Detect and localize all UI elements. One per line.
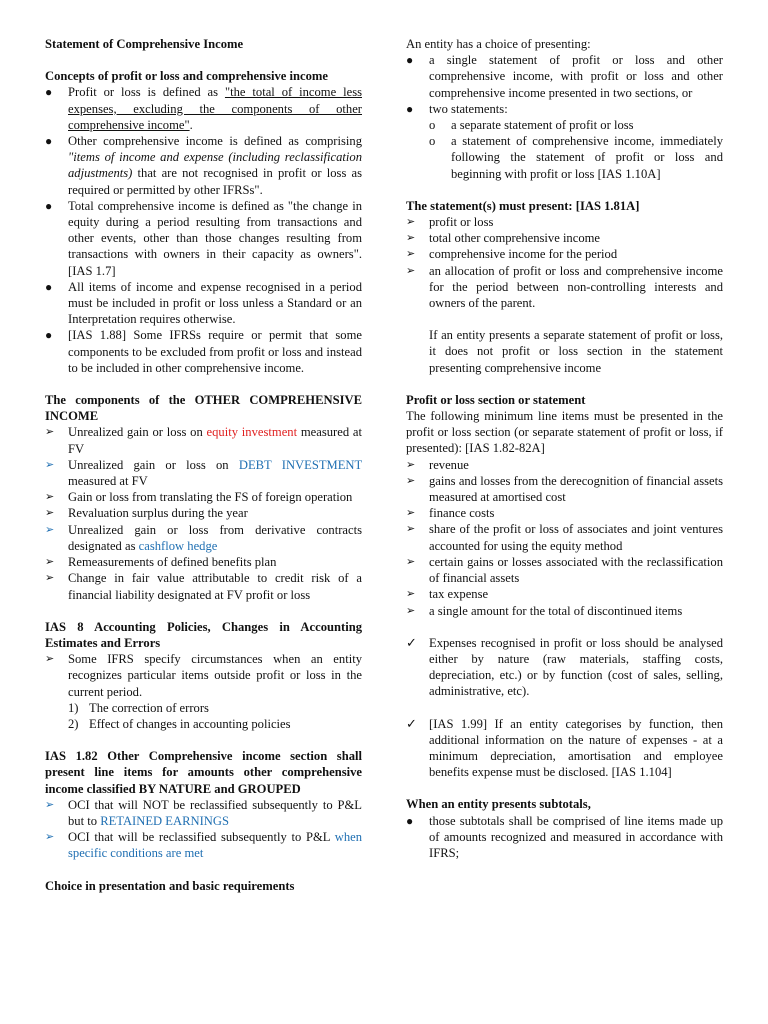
concepts-list (45, 84, 362, 376)
circle-bullet-icon: o (429, 118, 436, 133)
arrow-icon: ➢ (45, 556, 55, 569)
left-column (45, 36, 362, 894)
bullet-icon: ● (45, 328, 53, 343)
check-icon: ✓ (406, 634, 417, 650)
subtotals-list (406, 813, 723, 862)
oci-heading: The components of the OTHER COMPREHENSIVE INCOME (45, 393, 362, 424)
list-item: ➢ a single amount for the total of discontinued items (406, 603, 683, 618)
must-note: If an entity presents a separate statement of profit or loss, it does not profit or loss section in the statement presenting comprehensive income (429, 328, 723, 375)
ias8-numbered-list (45, 700, 362, 732)
arrow-icon: ➢ (45, 491, 55, 504)
right-column (406, 36, 723, 861)
list-item: ✓ [IAS 1.99] If an entity categorises by function, then additional information on the nature of expenses - at a minimum depreciation, amortisation and employee benefits expense must be disclosed. [IAS 1.104] (406, 715, 723, 780)
list-item: ➢ finance costs (406, 506, 495, 521)
choice-intro: An entity has a choice of presenting: (406, 37, 591, 51)
list-item: 2) Effect of changes in accounting policies (68, 716, 291, 731)
arrow-icon: ➢ (45, 507, 55, 520)
arrow-icon: ➢ (406, 604, 416, 617)
list-item: ➢ gains and losses from the derecognition of financial assets measured at amortised cost (406, 473, 723, 505)
choice-list (406, 52, 723, 117)
list-item: o a separate statement of profit or loss (429, 118, 634, 133)
list-item: ● a single statement of profit or loss and other comprehensive income, with profit or loss and other comprehensive income presented in two sections, or (406, 53, 723, 100)
ias182-heading: IAS 1.82 Other Comprehensive income section shall present line items for amounts other comprehensive income classified BY NATURE and GROUPED (45, 749, 362, 796)
list-item: ✓ Expenses recognised in profit or loss should be analysed either by nature (raw materials, staffing costs, depreciation, etc.) or by function (cost of sales, selling, administrative, etc). (406, 634, 723, 699)
list-item: ● those subtotals shall be comprised of line items made up of amounts recognized and measured in accordance with IFRS; (406, 813, 723, 860)
choice-heading: Choice in presentation and basic requirements (45, 878, 295, 893)
list-item: ➢ Change in fair value attributable to credit risk of a financial liability designated at FV profit or loss (45, 571, 362, 602)
list-item: ➢ OCI that will be reclassified subsequently to P&L when specific conditions are met (45, 830, 362, 861)
subtotals-heading: When an entity presents subtotals, (406, 797, 591, 812)
bullet-icon: ● (45, 279, 53, 294)
list-item: o a statement of comprehensive income, immediately following the statement of profit or loss and beginning with profit or loss [IAS 1.10A] (429, 134, 723, 181)
arrow-icon: ➢ (45, 653, 55, 666)
arrow-icon: ➢ (406, 555, 416, 568)
check-icon: ✓ (406, 715, 417, 731)
list-item: ➢ OCI that will NOT be reclassified subsequently to P&L but to RETAINED EARNINGS (45, 797, 362, 828)
list-item: ● All items of income and expense recognised in a period must be included in profit or loss unless a Standard or an Interpretation requires otherwise. (45, 279, 362, 327)
list-item: ➢ revenue (406, 457, 469, 472)
ias8-list (45, 651, 362, 700)
pl-heading: Profit or loss section or statement (406, 392, 586, 407)
ias8-heading: IAS 8 Accounting Policies, Changes in Accounting Estimates and Errors (45, 619, 362, 650)
list-item: ➢ certain gains or losses associated with the reclassification of financial assets (406, 554, 723, 586)
must-heading: The statement(s) must present: [IAS 1.81A] (406, 198, 640, 213)
arrow-icon: ➢ (45, 798, 55, 811)
list-item: ➢ Unrealized gain or loss from derivative contracts designated as cashflow hedge (45, 522, 362, 553)
arrow-icon: ➢ (406, 588, 416, 601)
list-item: ● Other comprehensive income is defined as comprising "items of income and expense (including reclassification adjustments) that are not recognised in profit or loss as required or permitted by other IFRSs". (45, 134, 362, 197)
list-item: ● Total comprehensive income is defined as "the change in equity during a period resulting from transactions and other events, other than those changes resulting from transactions with owners in their capacity as owners". [IAS 1.7] (45, 198, 362, 278)
page-title: Statement of Comprehensive Income (45, 37, 244, 51)
list-item: ➢ Some IFRS specify circumstances when an entity recognizes particular items outside profit or loss in the current period. (45, 652, 362, 699)
arrow-icon: ➢ (406, 458, 416, 471)
bullet-icon: ● (406, 53, 414, 68)
arrow-icon: ➢ (406, 507, 416, 520)
arrow-icon: ➢ (406, 474, 416, 487)
list-item: ➢ comprehensive income for the period (406, 247, 618, 262)
arrow-icon: ➢ (45, 426, 55, 439)
bullet-icon: ● (45, 134, 53, 149)
list-item: ➢ total other comprehensive income (406, 231, 601, 246)
list-item: ● Profit or loss is defined as "the total of income less expenses, excluding the components of other comprehensive income". (45, 85, 362, 132)
list-item: ● [IAS 1.88] Some IFRSs require or permit that some components to be excluded from profit or loss and instead to be included in other comprehensive income. (45, 328, 362, 375)
bullet-icon: ● (406, 813, 414, 828)
list-item: ● two statements: (406, 101, 508, 116)
oci-list (45, 424, 362, 602)
bullet-icon: ● (45, 198, 53, 213)
bullet-icon: ● (45, 85, 53, 100)
pl-list (406, 457, 723, 619)
arrow-icon: ➢ (406, 523, 416, 536)
check-list (406, 635, 723, 781)
list-item: ➢ share of the profit or loss of associates and joint ventures accounted for using the equity method (406, 522, 723, 553)
list-item: ➢ tax expense (406, 587, 489, 602)
sub-choice-list (406, 117, 723, 182)
arrow-icon: ➢ (406, 248, 416, 261)
list-item: ➢ profit or loss (406, 215, 494, 230)
arrow-icon: ➢ (45, 831, 55, 844)
list-item: ➢ Revaluation surplus during the year (45, 506, 248, 521)
list-item: 1) The correction of errors (68, 700, 209, 715)
concepts-heading: Concepts of profit or loss and comprehensive income (45, 69, 329, 84)
list-item: ➢ Unrealized gain or loss on DEBT INVESTMENT measured at FV (45, 457, 362, 489)
must-list (406, 214, 723, 311)
pl-intro: The following minimum line items must be presented in the profit or loss section (or separate statement of profit or loss, if presented): [IAS 1.82-82A] (406, 409, 723, 456)
arrow-icon: ➢ (45, 572, 55, 585)
list-item: ➢ Unrealized gain or loss on equity investment measured at FV (45, 425, 362, 456)
list-item: ➢ Gain or loss from translating the FS of foreign operation (45, 490, 353, 505)
arrow-icon: ➢ (406, 264, 416, 277)
list-item: ➢ an allocation of profit or loss and comprehensive income for the period between non-controlling interests and owners of the parent. (406, 263, 723, 311)
arrow-icon: ➢ (406, 216, 416, 229)
ias182-list (45, 797, 362, 862)
arrow-icon: ➢ (45, 458, 55, 471)
circle-bullet-icon: o (429, 134, 436, 149)
arrow-icon: ➢ (45, 523, 55, 536)
bullet-icon: ● (406, 101, 414, 116)
list-item: ➢ Remeasurements of defined benefits plan (45, 555, 277, 570)
arrow-icon: ➢ (406, 232, 416, 245)
